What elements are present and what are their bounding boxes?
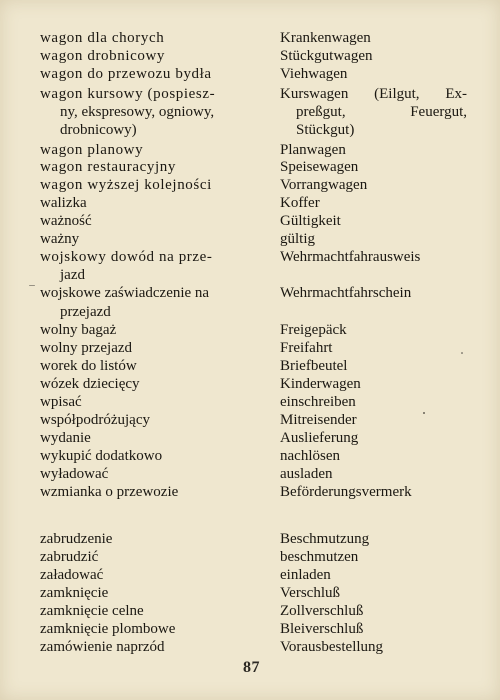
polish-entry: zamknięcie [40, 585, 109, 601]
german-entry: beschmutzen [280, 549, 359, 565]
polish-entry: wagon drobnicowy [40, 48, 165, 64]
german-entry-continuation: preßgut, Feuergut, [296, 104, 467, 120]
german-entry: nachlösen [280, 448, 340, 464]
polish-entry: wojskowe zaświadczenie na [40, 285, 210, 301]
polish-entry: wolny przejazd [40, 340, 133, 356]
polish-entry: współpodróżujący [40, 412, 150, 428]
german-entry: gültig [280, 231, 316, 247]
polish-entry-continuation: jazd [60, 267, 85, 283]
polish-entry: zamknięcie plombowe [40, 621, 176, 637]
german-entry: Zollverschluß [280, 603, 364, 619]
paper-speck [461, 352, 463, 354]
german-entry: Vorausbestellung [280, 639, 384, 655]
paper-mark [29, 285, 35, 286]
german-entry: einladen [280, 567, 331, 583]
german-entry: Beförderungsvermerk [280, 484, 412, 500]
polish-entry: wojskowy dowód na prze- [40, 249, 213, 265]
german-entry: Stückgutwagen [280, 48, 373, 64]
polish-entry-continuation: ny, ekspresowy, ogniowy, [60, 104, 215, 120]
german-entry: Gültigkeit [280, 213, 341, 229]
german-entry: Krankenwagen [280, 30, 371, 46]
polish-entry: wagon do przewozu bydła [40, 66, 212, 82]
polish-entry: wzmianka o przewozie [40, 484, 179, 500]
paper-speck [423, 412, 425, 414]
german-entry: Koffer [280, 195, 320, 211]
german-entry: Verschluß [280, 585, 340, 601]
german-entry: Freifahrt [280, 340, 333, 356]
polish-entry: wagon restauracyjny [40, 159, 176, 175]
german-entry: Beschmutzung [280, 531, 370, 547]
german-entry: Vorrangwagen [280, 177, 368, 193]
german-entry: Auslieferung [280, 430, 359, 446]
page-number: 87 [243, 659, 260, 676]
polish-entry: walizka [40, 195, 87, 211]
german-entry: Planwagen [280, 142, 346, 158]
german-entry: Briefbeutel [280, 358, 348, 374]
german-entry: einschreiben [280, 394, 356, 410]
polish-entry: ważny [40, 231, 80, 247]
polish-entry: ważność [40, 213, 92, 229]
polish-entry: zabrudzenie [40, 531, 113, 547]
polish-entry: zamknięcie celne [40, 603, 144, 619]
polish-entry: wolny bagaż [40, 322, 117, 338]
polish-entry: wagon kursowy (pospiesz- [40, 86, 216, 102]
polish-entry: wózek dziecięcy [40, 376, 140, 392]
polish-entry: wpisać [40, 394, 82, 410]
german-entry: Kurswagen (Eilgut, Ex- [280, 86, 467, 102]
german-entry: Bleiverschluß [280, 621, 364, 637]
polish-entry: worek do listów [40, 358, 137, 374]
polish-entry: wagon wyższej kolejności [40, 177, 212, 193]
german-entry: Mitreisender [280, 412, 357, 428]
german-entry: Wehrmachtfahrschein [280, 285, 412, 301]
polish-entry: wyładować [40, 466, 109, 482]
german-entry: Kinderwagen [280, 376, 361, 392]
german-entry: Speisewagen [280, 159, 359, 175]
polish-entry-continuation: drobnicowy) [60, 122, 137, 138]
polish-entry: załadować [40, 567, 104, 583]
polish-entry: wydanie [40, 430, 91, 446]
polish-entry: zamówienie naprzód [40, 639, 165, 655]
polish-entry-continuation: przejazd [60, 304, 111, 320]
polish-entry: wagon dla chorych [40, 30, 165, 46]
german-entry-continuation: Stückgut) [296, 122, 355, 138]
polish-entry: zabrudzić [40, 549, 99, 565]
german-entry: ausladen [280, 466, 333, 482]
german-entry: Wehrmachtfahrausweis [280, 249, 421, 265]
german-entry: Viehwagen [280, 66, 348, 82]
polish-entry: wykupić dodatkowo [40, 448, 163, 464]
german-entry: Freigepäck [280, 322, 347, 338]
polish-entry: wagon planowy [40, 142, 144, 158]
